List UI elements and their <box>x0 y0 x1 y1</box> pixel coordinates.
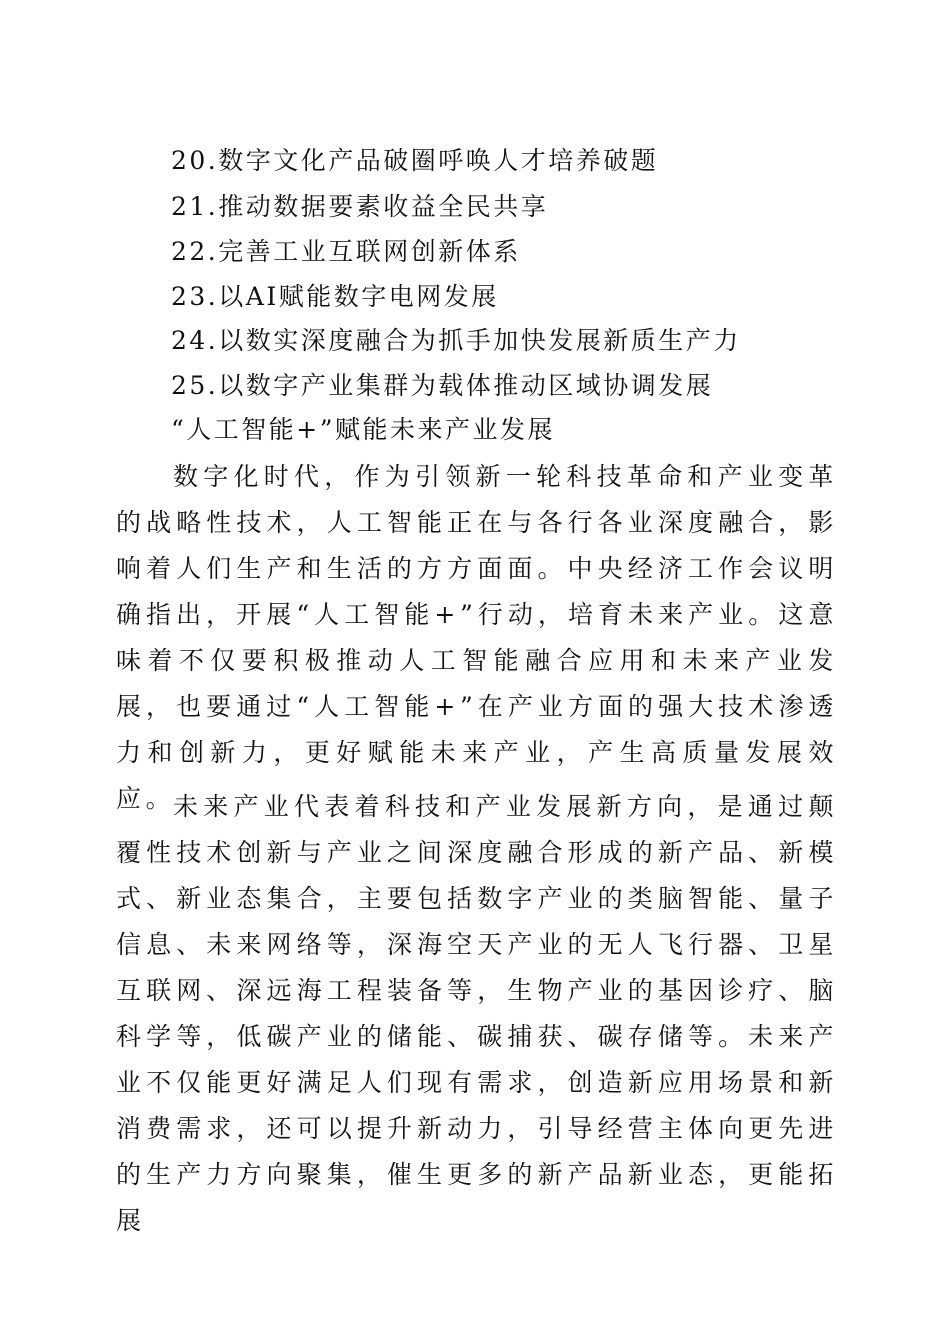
list-item-22: 22.完善工业互联网创新体系 <box>171 237 521 266</box>
list-item-21: 21.推动数据要素收益全民共享 <box>171 192 549 221</box>
list-item-24: 24.以数实深度融合为抓手加快发展新质生产力 <box>171 326 741 355</box>
list-item-23: 23.以AI赋能数字电网发展 <box>171 282 499 311</box>
list-item-25: 25.以数字产业集群为载体推动区域协调发展 <box>171 371 714 400</box>
body-paragraph-1: 数字化时代，作为引领新一轮科技革命和产业变革的战略性技术，人工智能正在与各行各业深度融合，影响着人们生产和生活的方方面面。中央经济工作会议明确指出，开展“人工智能+”行动，培育未来产业。这意味着不仅要积极推动人工智能融合应用和未来产业发展，也要通过“人工智能+”在产业方面的强大技术渗透力和创新力，更好赋能未来产业，产生高质量发展效应。 <box>116 462 838 813</box>
article-title: “人工智能+”赋能未来产业发展 <box>171 415 556 444</box>
body-paragraph-2: 未来产业代表着科技和产业发展新方向，是通过颠覆性技术创新与产业之间深度融合形成的新产品、新模式、新业态集合，主要包括数字产业的类脑智能、量子信息、未来网络等，深海空天产业的无人飞行器、卫星互联网、深远海工程装备等，生物产业的基因诊疗、脑科学等，低碳产业的储能、碳捕获、碳存储等。未来产业不仅能更好满足人们现有需求，创造新应用场景和新消费需求，还可以提升新动力，引导经营主体向更先进的生产力方向聚集，催生更多的新产品新业态，更能拓展 <box>116 792 838 1235</box>
list-item-20: 20.数字文化产品破圈呼唤人才培养破题 <box>171 146 659 175</box>
